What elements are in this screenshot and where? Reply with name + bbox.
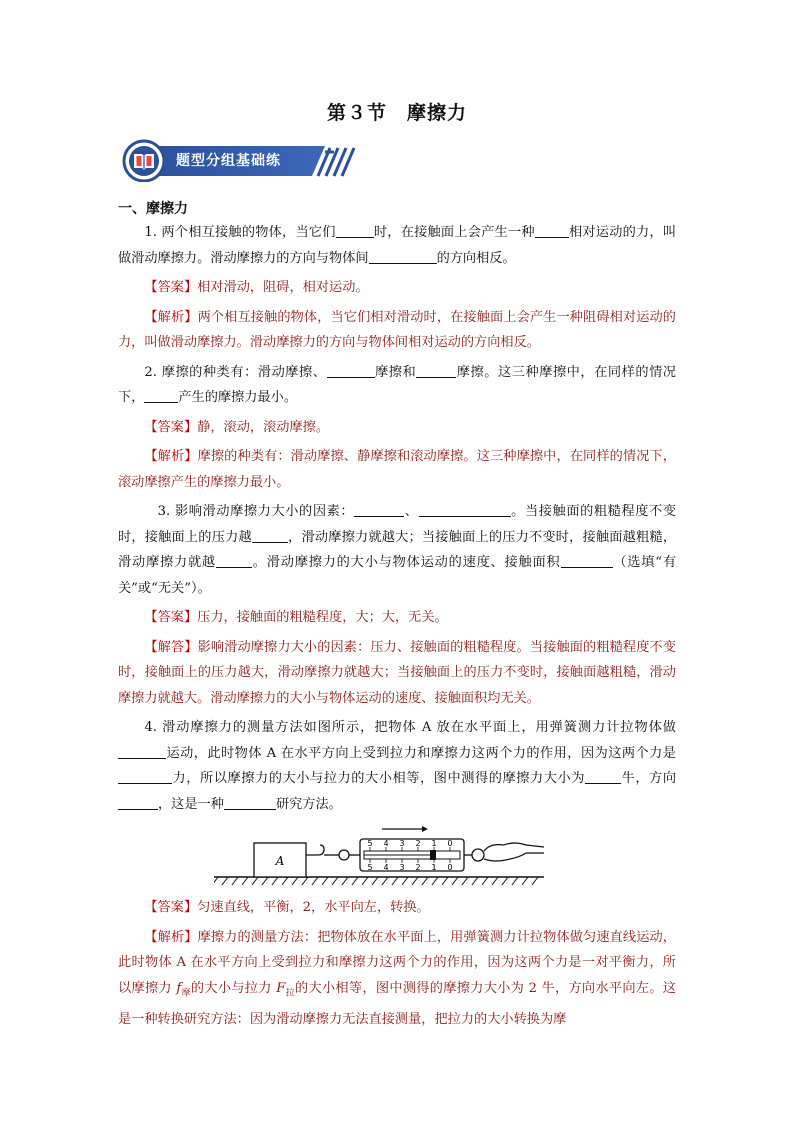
- book-icon: [134, 154, 154, 170]
- answer-blank: [118, 795, 158, 810]
- answer-4: 【答案】匀速直线，平衡，2，水平向左，转换。: [144, 900, 430, 915]
- analysis-2: 【解析】摩擦的种类有：滑动摩擦、静摩擦和滚动摩擦。这三种摩擦中，在同样的情况下，滚动摩擦产生的摩擦力最小。: [118, 449, 676, 490]
- pointer: [430, 850, 436, 860]
- spring-scale-diagram: [214, 821, 554, 891]
- answer-blank: [416, 363, 456, 378]
- tick-label: 5: [367, 839, 373, 848]
- answer-blank: [336, 223, 374, 238]
- tick-label: 2: [415, 863, 421, 872]
- ring: [339, 850, 349, 860]
- answer-blank: [224, 795, 276, 810]
- tick-label: 2: [415, 839, 421, 848]
- banner-title: 题型分组基础练: [176, 153, 281, 169]
- section-banner: [120, 138, 360, 182]
- tick-label: 3: [399, 863, 405, 872]
- tick-label: 3: [399, 839, 405, 848]
- hand: [484, 843, 544, 861]
- answer-1: 【答案】相对滑动，阻碍，相对运动。: [144, 280, 369, 295]
- question-4: 4. 滑动摩擦力的测量方法如图所示，把物体 A 放在水平面上，用弹簧测力计拉物体做运动，此时物体 A 在水平方向上受到拉力和摩擦力这两个力的作用，因为这两个力是力，所以摩擦力的大小与拉力的大小相等，图中测得的摩擦力大小为 牛，方向，这是一种 研究方法。: [118, 715, 676, 817]
- tick-label: 5: [367, 863, 373, 872]
- answer-3: 【答案】压力，接触面的粗糙程度，大；大，无关。: [144, 610, 448, 625]
- answer-blank: [144, 388, 178, 403]
- answer-blank: [327, 363, 375, 378]
- tick-label: 4: [383, 839, 389, 848]
- page-title: 第３节 摩擦力: [326, 102, 467, 124]
- analysis-3: 【解答】影响滑动摩擦力大小的因素：压力、接触面的粗糙程度。当接触面的粗糙程度不变时，接触面上的压力越大，滑动摩擦力就越大；当接触面上的压力不变时，接触面越粗糙，滑动摩擦力就越大。滑动摩擦力的大小与物体运动的速度、接触面积均无关。: [118, 639, 676, 706]
- answer-blank: [354, 502, 404, 517]
- answer-blank: [419, 502, 511, 517]
- question-2: 2. 摩擦的种类有：滑动摩擦、 摩擦和 摩擦。这三种摩擦中，在同样的情况下， 产生的摩擦力最小。: [118, 364, 676, 405]
- analysis-4: 【解析】摩擦力的测量方法：把物体放在水平面上，用弹簧测力计拉物体做匀速直线运动，此时物体 A 在水平方向上受到拉力和摩擦力这两个力的作用，因为这两个力是一对平衡力，所以摩擦力 $f_摩$的大小与拉力 $F_拉$的大小相等，图中测得的摩擦力大小为 2 牛，方向水平向左。这是一种转换研究方法：因为滑动摩擦力无法直接测量，把拉力的大小转换为摩: [118, 929, 676, 1027]
- main-content: [118, 220, 676, 1036]
- answer-blank: [585, 769, 621, 784]
- block-label: A: [275, 854, 285, 868]
- answer-blank: [118, 744, 166, 759]
- tick-label: 1: [431, 863, 437, 872]
- answer-blank: [561, 553, 613, 568]
- tick-label: 0: [447, 863, 453, 872]
- tick-label: 4: [383, 863, 389, 872]
- ground-hatching: [214, 877, 538, 885]
- question-1: 1. 两个相互接触的物体，当它们 时，在接触面上会产生一种 相对运动的力，叫做滑动摩擦力。滑动摩擦力的方向与物体间 的方向相反。: [118, 225, 677, 266]
- answer-blank: [535, 223, 569, 238]
- pull-ring: [472, 849, 484, 861]
- answer-blank: [216, 553, 252, 568]
- analysis-1: 【解析】两个相互接触的物体，当它们相对滑动时，在接触面上会产生一种阻碍相对运动的力，叫做滑动摩擦力。滑动摩擦力的方向与物体间相对运动的方向相反。: [118, 309, 676, 350]
- answer-blank: [369, 249, 437, 264]
- friction-measurement-figure: [118, 821, 676, 891]
- answer-2: 【答案】静，滚动，滚动摩擦。: [144, 419, 330, 435]
- hook: [306, 845, 324, 855]
- answer-blank: [118, 769, 172, 784]
- tick-label: 0: [447, 839, 453, 848]
- answer-blank: [252, 528, 288, 543]
- tick-label: 1: [431, 839, 437, 848]
- question-3: 3. 影响滑动摩擦力大小的因素： 、 。当接触面的粗糙程度不变时，接触面上的压力越 ，滑动摩擦力就越大；当接触面上的压力不变时，接触面越粗糙，滑动摩擦力就越 。滑动摩擦力的大小与物体运动的速度、接触面积 （选填“有关”或“无关”）。: [118, 504, 677, 596]
- section-heading: 一、摩擦力: [118, 201, 188, 217]
